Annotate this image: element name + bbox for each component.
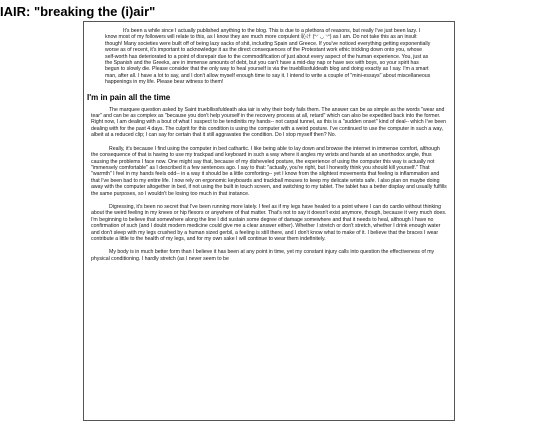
- intro-paragraph: It's been a while since I actually published anything to the blog. This is due to a plethora of reasons, but really I've just been lazy. I know most of my followers will relate to this, as I know they are much more corpulent 恥け (ᐡ◜ ◡ ◝ᐡ) as I am. Do not take this as an insult though! Many societies were built off of being lazy sacks of shit, including Spain and Greece. If you've noticed everything getting exponentially worse as of recent, it's important to acknowledge it as the direct consequences of the Protestant work ethic trickling down onto you, whose self-worth has deteriorated to a point of disrepair due to the commodification of just about every aspect of the human experience. You, just as the Spanish and the Greeks, are in immense amounts of debt, but you can't have a mid-day nap or have sex with boys, so your spirit has begun to slowly die. Please consider that the only way to heal yourself is via the truebllissfuldeath blog and doing exactly as I say. I'm a smart man, after all. I have a lot to say, and I don't allow myself enough time to say it. I intend to write a couple of "mini-essays" about miscellaneous happenings in my life. Please bear witness to them!: [105, 28, 431, 86]
- blog-post-body: [84, 22, 454, 262]
- body-paragraph: Really, it's because I find using the computer in bed cathartic. I like being able to lay down and browse the internet in immense comfort, although the consequence of that is having to use my trackpad and keyboard in such a way where it angles my wrists and hands at an unorthodox angle, thus causing the problems I face now. One might say that, because of my disheveled posture, the experience of using the computer this way is actually not "immensely comfortable" as I described it a few sentences ago. I say to that: "actually, you're right, but I honestly think you should kill yourself." That "warmth" I feel in my hands feels odd-- in a way it should be a little comforting-- yet I know from the slightest movements that feeling is inflammation and that I've been bad to my entire life. I now rely on ergonomic keyboards and trackball mouses to keep my delicate wrists safe. I also plan on maybe doing away with the computer altogether in bed, if not using the built in touch screen, and switching to my tablet. The tablet has a better display and usually fulfills the same purposes, so I wouldn't be losing too much in that instance.: [91, 145, 447, 197]
- body-paragraph: The marquee question asked by Saint truebllissfuldeath aka iair is why their body fails them. The answer can be as simple as the words "wear and tear" and can be as complex as "because you don't help yourself in the recovery process at all, retard" which can also be expedited back into the former. Right now, I am dealing with a bout of what I suspect to be tendinitis my hands-- not carpal tunnel, as this is a "sudden onset" kind of deal-- which I've been dealing with for the past 4 days. The culprit for this condition is using the computer with a weird posture. I've continued to use the computer in such a way, albeit at a reduced clip; I can say for certain that it still aggravates the condition. Do I stop myself then? No.: [91, 106, 447, 139]
- blog-post-container: [83, 21, 455, 421]
- body-paragraph: My body is in much better form than I believe it has been at any point in time, yet my constant injury calls into question the effectiveness of my physical conditioning. I hardly stretch (as I never seem to be: [91, 249, 435, 262]
- blog-title: IAIR: "breaking the (i)air": [0, 4, 156, 19]
- section-heading: I'm in pain all the time: [87, 92, 171, 102]
- body-paragraph: Digressing, it's been no secret that I've been running more lately. I feel as if my legs have healed to a point where I can do cardio without thinking about the weird feeling in my knees or hip flexors or anywhere of that matter. That's not to say it doesn't exist anymore, though, because it very much does. I'm beginning to believe that somewhere along the line I did sustain some degree of damage somewhere and that it needs to heal, although I have no confirmation of such (and I doubt modern medicine could give me a clear answer either). Whether I stretch or don't stretch, whether I drink enough water and don't sleep with my legs crushed by a human sized gerbil, a feeling is still there, and I don't know what to make of it. I believe that the braces I wear contribute a little to the health of my legs, and for my own sake I will continue to wear them indefinitely.: [91, 203, 447, 242]
